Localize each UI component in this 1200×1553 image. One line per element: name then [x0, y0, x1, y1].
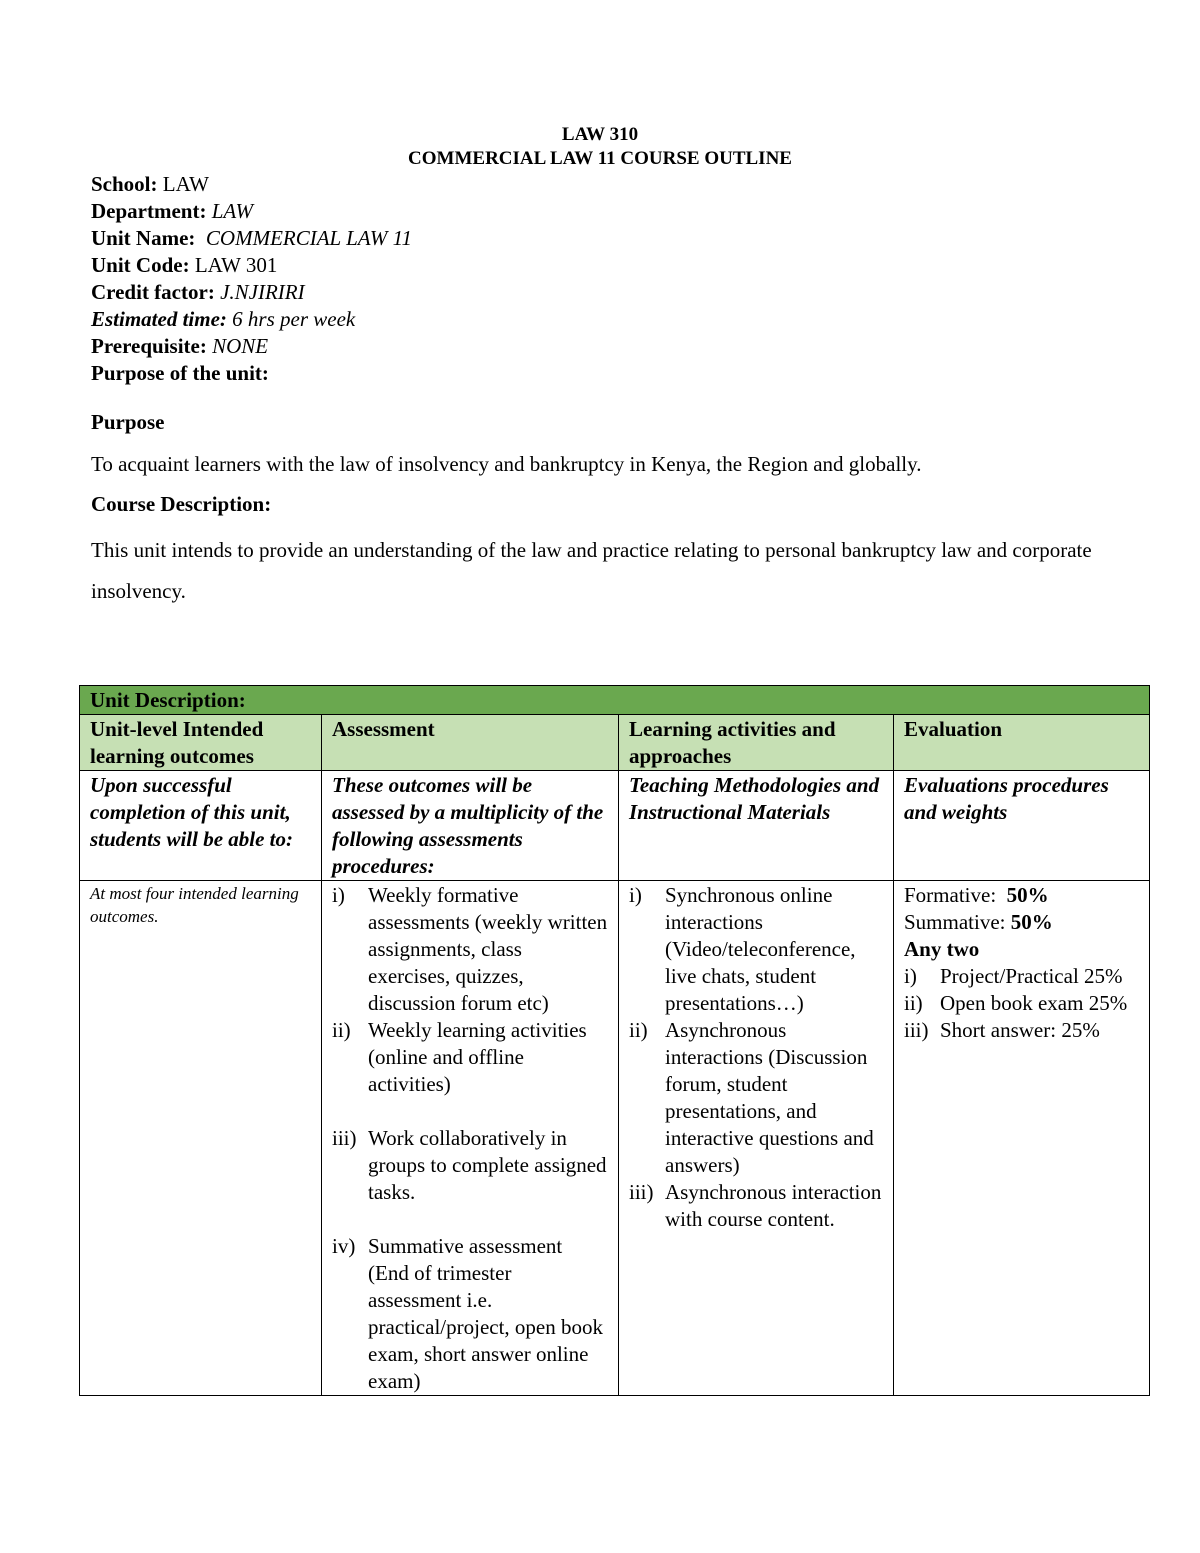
subheader-evaluation: Evaluations procedures and weights	[894, 771, 1150, 881]
list-item: ii) Asynchronous interactions (Discussion forum, student presentations, and interactive questions and answers)	[629, 1018, 874, 1177]
list-item: iii) Asynchronous interaction with course content.	[629, 1180, 882, 1231]
meta-unit-code: Unit Code: LAW 301	[91, 253, 278, 277]
meta-credit: Credit factor: J.NJIRIRI	[91, 280, 305, 304]
list-item: i) Weekly formative assessments (weekly written assignments, class exercises, quizzes, discussion forum etc)	[332, 883, 608, 1015]
list-item: iv) Summative assessment (End of trimester assessment i.e. practical/project, open book exam, short answer online exam)	[332, 1234, 603, 1393]
title-block	[0, 123, 1200, 171]
table-header-row	[80, 715, 1150, 771]
course-meta	[91, 171, 412, 387]
course-description-text: This unit intends to provide an understanding of the law and practice relating to personal bankruptcy law and corporate insolvency.	[91, 538, 1092, 603]
purpose-text: To acquaint learners with the law of insolvency and bankruptcy in Kenya, the Region and globally.	[91, 452, 922, 476]
meta-school: School: LAW	[91, 172, 209, 196]
evaluation-cell	[894, 881, 1150, 1396]
activities-cell	[619, 881, 894, 1396]
assessment-list	[332, 882, 608, 1395]
table-body-row	[80, 881, 1150, 1396]
meta-purpose-label: Purpose of the unit:	[91, 361, 269, 385]
outcomes-note: At most four intended learning outcomes.	[90, 884, 299, 926]
unit-description-table	[79, 685, 1150, 1396]
header-outcomes: Unit-level Intended learning outcomes	[80, 715, 322, 771]
evaluation-summative: Summative: 50%	[904, 910, 1053, 934]
list-item: iii) Short answer: 25%	[904, 1018, 1100, 1042]
header-assessment: Assessment	[322, 715, 619, 771]
outcomes-cell	[80, 881, 322, 1396]
meta-prereq: Prerequisite: NONE	[91, 334, 269, 358]
header-evaluation: Evaluation	[894, 715, 1150, 771]
subheader-assessment: These outcomes will be assessed by a multiplicity of the following assessments procedures:	[322, 771, 619, 881]
course-code: LAW 310	[561, 124, 639, 145]
evaluation-formative: Formative: 50%	[904, 883, 1049, 907]
activities-list	[629, 882, 883, 1233]
meta-time: Estimated time: 6 hrs per week	[91, 307, 356, 331]
list-item: i) Synchronous online interactions (Video/teleconference, live chats, student presentations…)	[629, 883, 856, 1015]
course-title: COMMERCIAL LAW 11 COURSE OUTLINE	[408, 148, 792, 169]
evaluation-any-two: Any two	[904, 937, 980, 961]
header-activities: Learning activities and approaches	[619, 715, 894, 771]
list-item: i) Project/Practical 25%	[904, 964, 1123, 988]
course-description-heading: Course Description:	[91, 492, 272, 516]
meta-unit-name: Unit Name: COMMERCIAL LAW 11	[91, 226, 413, 250]
list-item: ii) Open book exam 25%	[904, 991, 1128, 1015]
subheader-outcomes: Upon successful completion of this unit, students will be able to:	[80, 771, 322, 881]
purpose-heading: Purpose	[91, 410, 165, 434]
meta-department: Department: LAW	[91, 199, 253, 223]
list-spacer	[332, 1098, 608, 1125]
list-item: ii) Weekly learning activities (online and offline activities)	[332, 1018, 587, 1096]
subheader-activities: Teaching Methodologies and Instructional Materials	[619, 771, 894, 881]
assessment-cell	[322, 881, 619, 1396]
unit-description-caption: Unit Description:	[80, 686, 1150, 715]
evaluation-list	[904, 963, 1139, 1044]
list-spacer	[332, 1206, 608, 1233]
table-subheader-row	[80, 771, 1150, 881]
list-item: iii) Work collaboratively in groups to complete assigned tasks.	[332, 1126, 607, 1204]
